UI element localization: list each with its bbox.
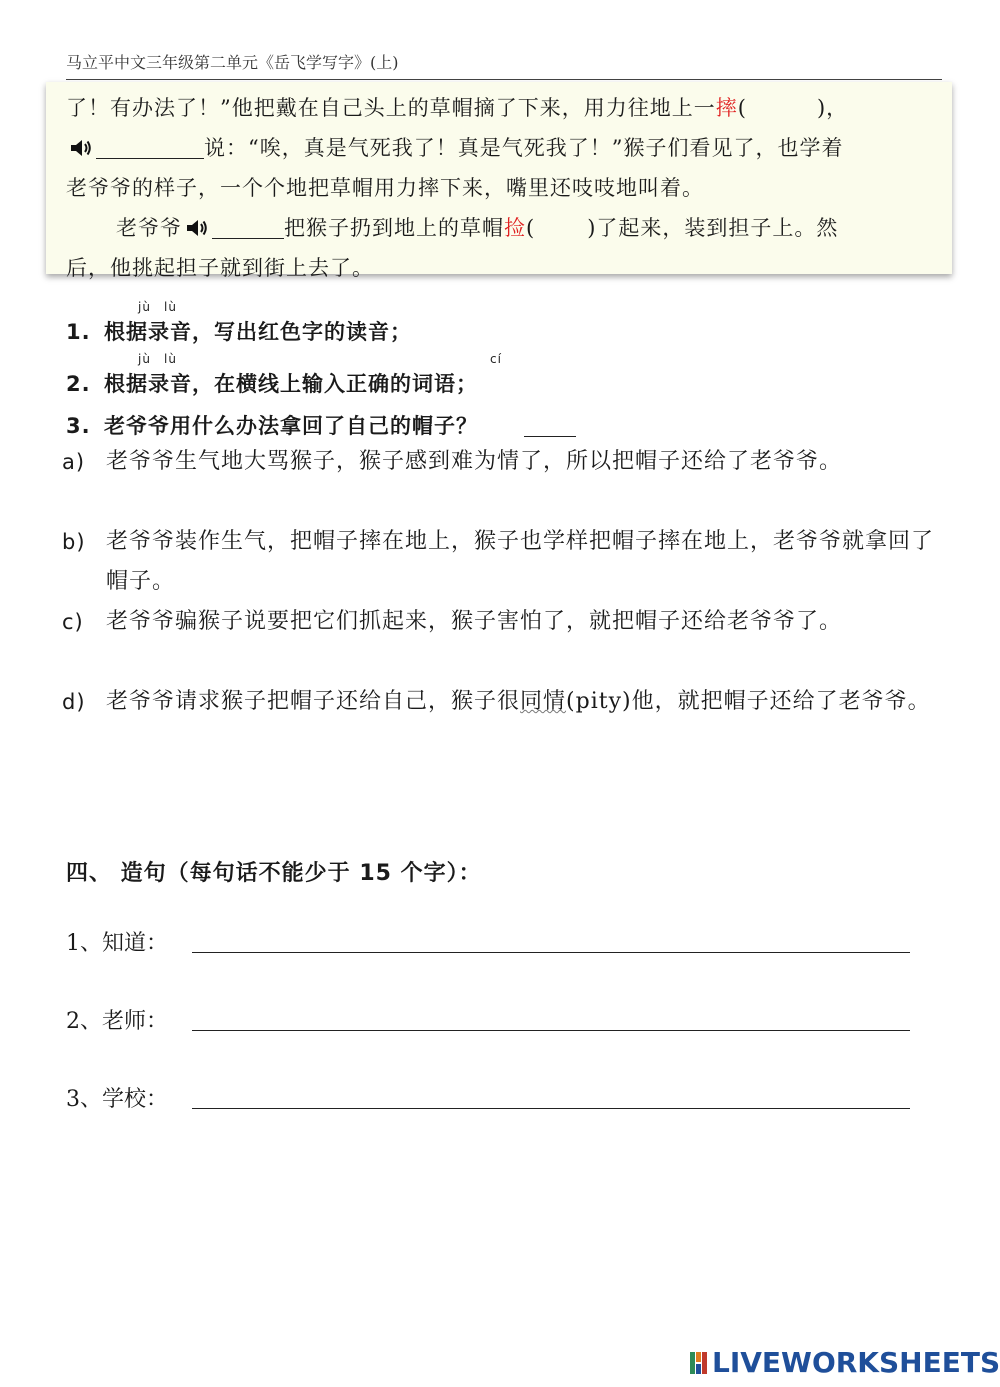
option-c[interactable]: [62, 602, 942, 642]
logo-mark-icon: [690, 1350, 708, 1376]
passage-line-3: 老爷爷的样子，一个个地把草帽用力摔下来，嘴里还吱吱地叫着。: [66, 176, 704, 200]
sentence-label: 3、学校：: [66, 1087, 168, 1112]
pinyin-annotation: lù: [164, 352, 177, 366]
sentence-label: 1、知道：: [66, 931, 168, 956]
sentence-item-1: [66, 926, 168, 957]
question-number: 2.: [66, 372, 91, 396]
answer-input-q3[interactable]: [524, 414, 576, 437]
question-number: 3.: [66, 414, 91, 438]
pinyin-input-2[interactable]: [535, 217, 587, 239]
option-b[interactable]: [62, 522, 942, 602]
sentence-input-2[interactable]: [192, 1030, 910, 1031]
pinyin-annotation: lù: [164, 300, 177, 314]
question-text: 根据录音，写出红色字的读音；: [104, 320, 412, 344]
section-4-title: 四、 造句（每句话不能少于 15 个字）：: [66, 861, 482, 886]
question-2: [66, 352, 502, 398]
page-header: [66, 50, 942, 80]
option-letter: a): [62, 450, 86, 474]
question-text: 老爷爷用什么办法拿回了自己的帽子？: [104, 414, 478, 438]
option-letter: b): [62, 530, 86, 554]
option-letter: d): [62, 690, 86, 714]
pinyin-input-1[interactable]: [747, 97, 817, 119]
option-d[interactable]: [62, 682, 942, 722]
speaker-icon[interactable]: [186, 219, 208, 237]
brand-name: LIVEWORKSHEETS: [712, 1346, 1000, 1379]
word-input-2[interactable]: [212, 216, 284, 239]
option-text: 老爷爷请求猴子把帽子还给自己，猴子很同情(pity)他，就把帽子还给了老爷爷。: [106, 689, 931, 714]
sentence-input-3[interactable]: [192, 1108, 910, 1109]
passage-line-2: 说：“唉，真是气死我了！真是气死我了！”猴子们看见了，也学着: [66, 128, 936, 168]
question-3: [66, 410, 576, 440]
option-letter: c): [62, 610, 84, 634]
passage-line-5: 后，他挑起担子就到街上去了。: [66, 256, 374, 280]
option-text: 老爷爷装作生气，把帽子摔在地上，猴子也学样把帽子摔在地上，老爷爷就拿回了帽子。: [106, 529, 935, 594]
passage-line-1: 了！有办法了！”他把戴在自己头上的草帽摘了下来，用力往地上一摔( )，: [66, 96, 849, 120]
option-text: 老爷爷骗猴子说要把它们抓起来，猴子害怕了，就把帽子还给老爷爷了。: [106, 609, 843, 634]
question-text: 根据录音，在横线上输入正确的词语；: [104, 372, 478, 396]
word-input-1[interactable]: [96, 136, 204, 159]
sentence-item-3: [66, 1082, 168, 1113]
story-passage: [46, 82, 952, 280]
speaker-icon[interactable]: [70, 139, 92, 157]
sentence-input-1[interactable]: [192, 952, 910, 953]
red-character-jian: 捡: [504, 216, 526, 240]
question-number: 1.: [66, 320, 91, 344]
pinyin-annotation: jù: [138, 300, 151, 314]
wavy-underlined-word: 同情: [520, 689, 567, 714]
passage-line-4: 老爷爷 把猴子扔到地上的草帽捡( )了起来，装到担子上。然: [116, 216, 839, 240]
question-1: [66, 300, 412, 346]
liveworksheets-logo: [690, 1346, 1000, 1380]
sentence-item-2: [66, 1004, 168, 1035]
option-text: 老爷爷生气地大骂猴子，猴子感到难为情了，所以把帽子还给了老爷爷。: [106, 449, 843, 474]
header-title: 马立平中文三年级第二单元《岳飞学写字》(上): [66, 53, 399, 72]
pinyin-annotation: cí: [490, 352, 502, 366]
option-a[interactable]: [62, 442, 942, 482]
sentence-label: 2、老师：: [66, 1009, 168, 1034]
red-character-shuai: 摔: [715, 96, 738, 120]
pinyin-annotation: jù: [138, 352, 151, 366]
